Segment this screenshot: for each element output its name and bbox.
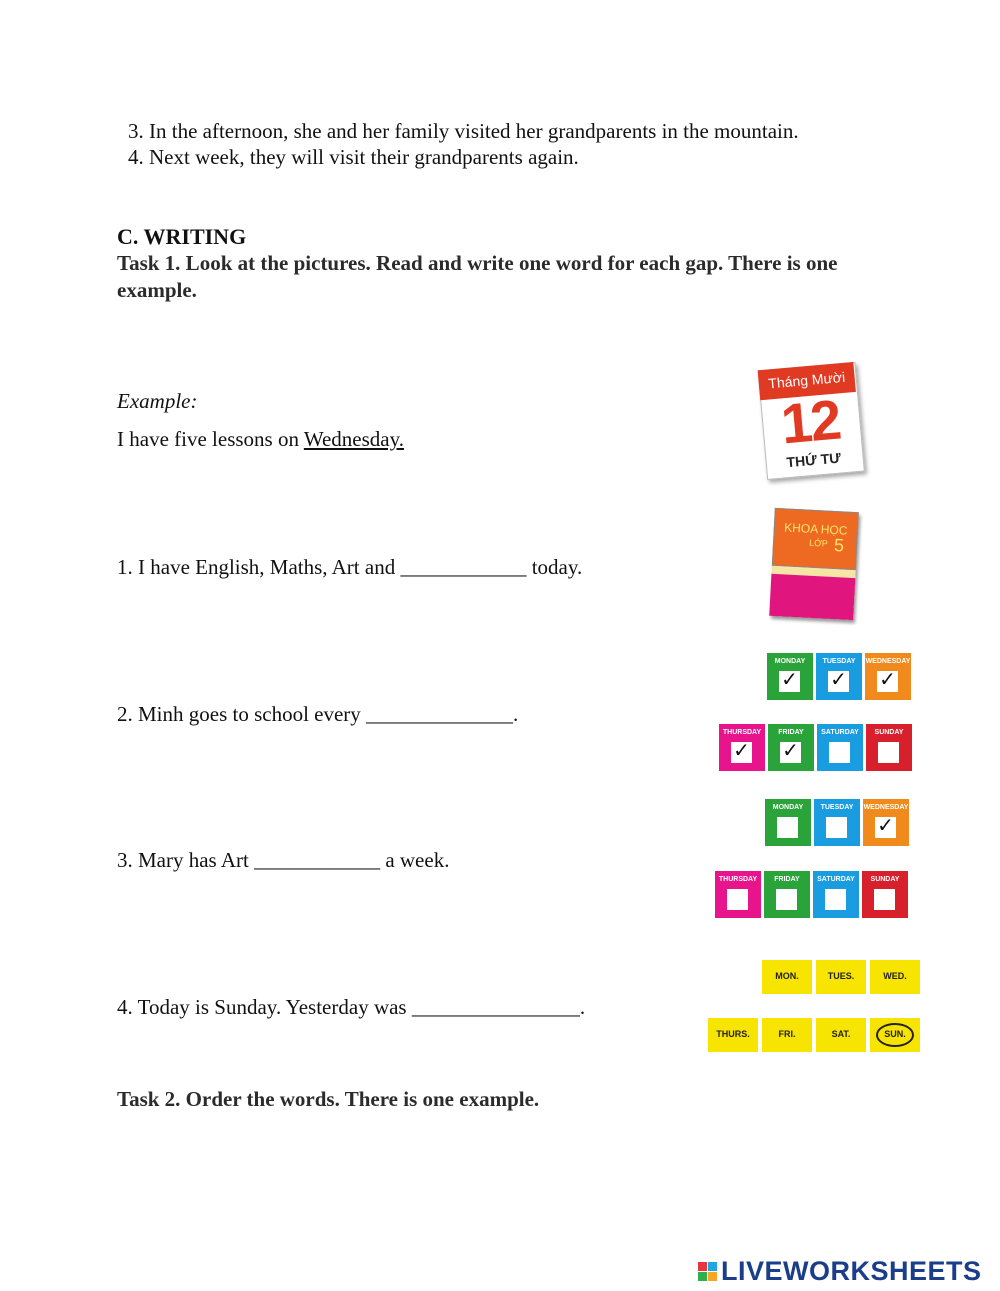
check-icon: ✓ xyxy=(733,738,750,762)
liveworksheets-logo xyxy=(698,1256,982,1287)
reading-item-4: 4. Next week, they will visit their grandparents again. xyxy=(128,145,579,169)
task2-title: Task 2. Order the words. There is one example. xyxy=(117,1087,540,1111)
check-icon: ✓ xyxy=(830,667,847,691)
tile-friday: FRIDAY xyxy=(764,871,810,918)
check-icon: ✓ xyxy=(879,667,896,691)
calendar-month: Tháng Mười xyxy=(767,368,846,392)
tile-monday: MONDAY ✓ xyxy=(767,653,813,700)
logo-mark-icon xyxy=(698,1262,717,1281)
abbr-day-sat: SAT. xyxy=(816,1018,866,1052)
question-1: 1. I have English, Maths, Art and ____________ today. xyxy=(117,555,583,579)
abbr-day-sun: SUN. xyxy=(870,1018,920,1052)
abbr-day-tues: TUES. xyxy=(816,960,866,994)
example-prefix: I have five lessons on xyxy=(117,427,304,451)
tile-thursday: THURSDAY ✓ xyxy=(719,724,765,771)
abbr-day-thurs: THURS. xyxy=(708,1018,758,1052)
tile-friday: FRIDAY ✓ xyxy=(768,724,814,771)
calendar-picture xyxy=(760,362,864,480)
example-label: Example: xyxy=(117,389,198,413)
question-2: 2. Minh goes to school every ______________. xyxy=(117,702,519,726)
calendar-weekday: THỨ TƯ xyxy=(785,449,842,471)
check-icon: ✓ xyxy=(877,813,894,837)
tile-saturday: SATURDAY xyxy=(813,871,859,918)
tile-wednesday: WEDNESDAY ✓ xyxy=(865,653,911,700)
schedule-q2-row2 xyxy=(719,724,912,771)
check-icon: ✓ xyxy=(782,738,799,762)
tile-tuesday: TUESDAY xyxy=(814,799,860,846)
question-4: 4. Today is Sunday. Yesterday was ________________. xyxy=(117,995,586,1019)
abbr-day-mon: MON. xyxy=(762,960,812,994)
task1-title-line1: Task 1. Look at the pictures. Read and write one word for each gap. There is one xyxy=(117,251,838,275)
check-icon: ✓ xyxy=(781,667,798,691)
abbr-days-row2 xyxy=(708,1018,920,1052)
question-3: 3. Mary has Art ____________ a week. xyxy=(117,848,450,872)
tile-sunday: SUNDAY xyxy=(866,724,912,771)
tile-wednesday: WEDNESDAY ✓ xyxy=(863,799,909,846)
example-answer: Wednesday. xyxy=(303,427,404,451)
book-grade-prefix: LỚP xyxy=(808,537,829,549)
section-title: C. WRITING xyxy=(117,224,247,249)
tile-monday: MONDAY xyxy=(765,799,811,846)
example-sentence xyxy=(117,426,404,452)
book-title: KHOA HỌC xyxy=(783,520,848,538)
schedule-q3-row2 xyxy=(715,871,908,918)
tile-sunday: SUNDAY xyxy=(862,871,908,918)
brand-name: LIVEWORKSHEETS xyxy=(721,1256,982,1286)
reading-item-3: 3. In the afternoon, she and her family visited her grandparents in the mountain. xyxy=(128,119,799,143)
schedule-q2-row1 xyxy=(767,653,911,700)
book-grade: 5 xyxy=(833,535,845,556)
science-book-picture xyxy=(772,510,858,622)
abbr-day-fri: FRI. xyxy=(762,1018,812,1052)
calendar-day: 12 xyxy=(778,387,843,456)
tile-saturday: SATURDAY xyxy=(817,724,863,771)
abbr-days-row1 xyxy=(762,960,920,994)
task1-title-line2: example. xyxy=(117,278,197,302)
abbr-day-wed: WED. xyxy=(870,960,920,994)
schedule-q3-row1 xyxy=(765,799,909,846)
tile-tuesday: TUESDAY ✓ xyxy=(816,653,862,700)
tile-thursday: THURSDAY xyxy=(715,871,761,918)
